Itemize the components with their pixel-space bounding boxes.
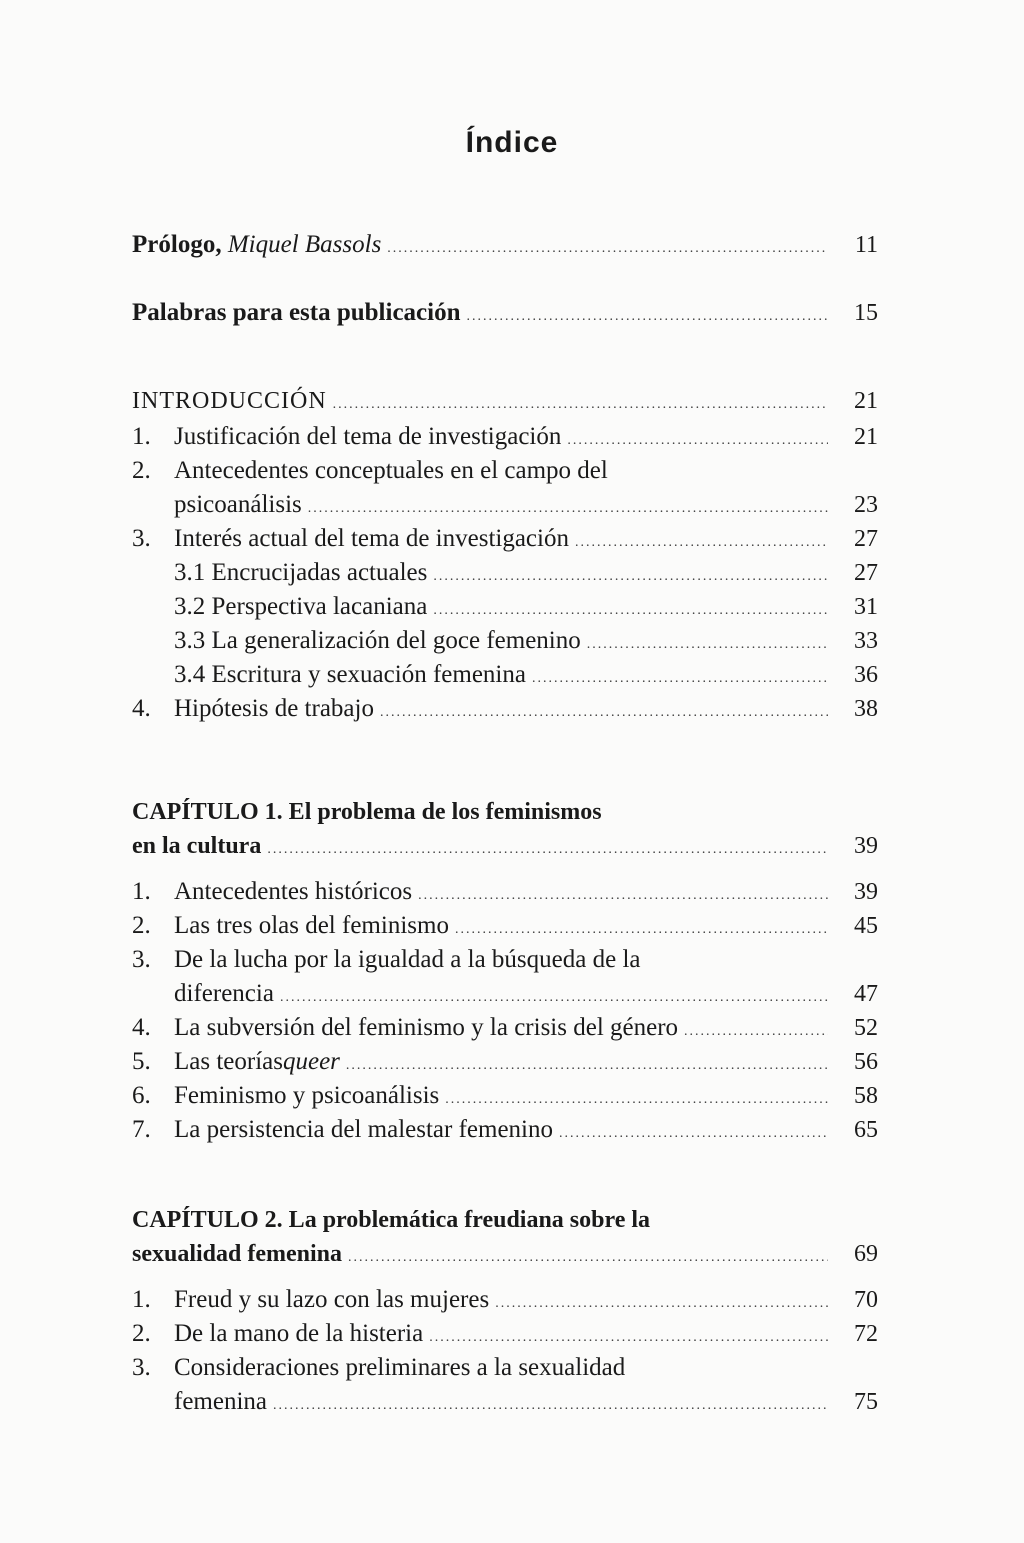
section-heading (132, 1203, 878, 1237)
leader-dots (280, 981, 828, 1015)
toc-entry-number: 3. (132, 1354, 151, 1381)
section-heading[interactable] (132, 1237, 878, 1271)
toc-entry-label: Antecedentes históricos (174, 878, 413, 905)
toc-entry-label: 3.3 La generalización del goce femenino (174, 627, 581, 654)
toc-entry-label: femenina (174, 1388, 268, 1415)
toc-page-number: 75 (854, 1389, 878, 1415)
toc-page-number: 33 (854, 628, 878, 654)
toc-entry[interactable] (132, 1317, 878, 1351)
toc-entry[interactable] (132, 1011, 878, 1045)
toc-page-number: 36 (854, 662, 878, 688)
toc-entry-number: 4. (132, 1014, 151, 1041)
leader-dots (495, 1287, 828, 1321)
toc-entry[interactable] (132, 590, 878, 624)
section-heading (132, 795, 878, 829)
toc-entry-label: La persistencia del malestar femenino (174, 1116, 554, 1143)
toc-entry-number: 7. (132, 1116, 151, 1143)
prologue-author: Miquel Bassols (227, 231, 382, 258)
leader-dots (567, 424, 828, 458)
leader-dots (308, 492, 828, 526)
toc-entry-number: 2. (132, 457, 151, 484)
leader-dots (559, 1117, 828, 1151)
toc-page-number: 45 (854, 913, 878, 939)
toc-entry-label: Antecedentes conceptuales en el campo del (174, 457, 608, 484)
toc-page-number: 47 (854, 981, 878, 1007)
toc-entry[interactable] (132, 556, 878, 590)
toc-entry-number: 2. (132, 912, 151, 939)
leader-dots (684, 1015, 828, 1049)
toc-entry-number: 6. (132, 1082, 151, 1109)
toc-page-number: 11 (854, 232, 878, 258)
toc-page-number: 69 (854, 1241, 878, 1267)
section-heading-label: en la cultura (132, 833, 262, 859)
toc-entry-label: Las tres olas del feminismo (174, 912, 449, 939)
toc-entry[interactable] (132, 977, 878, 1011)
leader-dots (587, 628, 828, 662)
section-heading-label: CAPÍTULO 1. El problema de los feminismos (132, 799, 602, 825)
toc-entry[interactable] (132, 1113, 878, 1147)
toc-entry[interactable] (132, 420, 878, 454)
toc-entry-number: 2. (132, 1320, 151, 1347)
toc-entry[interactable] (132, 1351, 878, 1385)
toc-entry-number: 1. (132, 1286, 151, 1313)
toc-entry-label-italic: queer (282, 1048, 340, 1075)
toc-page-number: 70 (854, 1287, 878, 1313)
toc-entry[interactable] (132, 522, 878, 556)
toc-entry-number: 3. (132, 946, 151, 973)
toc-entry-label: psicoanálisis (174, 491, 302, 518)
leader-dots (445, 1083, 828, 1117)
toc-entry-label: De la lucha por la igualdad a la búsqueda de la (174, 946, 641, 973)
leader-dots (348, 1241, 828, 1275)
page-title: Índice (465, 126, 559, 159)
leader-dots (467, 300, 829, 334)
toc-entry-label: Interés actual del tema de investigación (174, 525, 569, 552)
toc-entry-label: Justificación del tema de investigación (174, 423, 562, 450)
toc-entry-prologue[interactable] (132, 228, 878, 262)
section-heading-label: sexualidad femenina (132, 1241, 343, 1267)
toc-entry-label: 3.4 Escritura y sexuación femenina (174, 661, 526, 688)
toc-page-number: 58 (854, 1083, 878, 1109)
toc-entry-label: La subversión del feminismo y la crisis del género (174, 1014, 679, 1041)
leader-dots (433, 560, 828, 594)
toc-entry-palabras[interactable] (132, 296, 878, 330)
toc-entry[interactable] (132, 658, 878, 692)
toc-entry-number: 1. (132, 423, 151, 450)
leader-dots (575, 526, 828, 560)
toc-page-number: 21 (854, 388, 878, 414)
toc-entry[interactable] (132, 692, 878, 726)
toc-page-number: 52 (854, 1015, 878, 1041)
toc-page-number: 38 (854, 696, 878, 722)
toc-page-number: 72 (854, 1321, 878, 1347)
toc-entry[interactable] (132, 875, 878, 909)
toc-entry-number: 4. (132, 695, 151, 722)
prologue-label: Prólogo, (132, 231, 228, 258)
toc-entry[interactable] (132, 909, 878, 943)
toc-page-number: 31 (854, 594, 878, 620)
section-heading-label: CAPÍTULO 2. La problemática freudiana sobre la (132, 1207, 651, 1233)
toc-entry-label: 3.1 Encrucijadas actuales (174, 559, 428, 586)
toc-entry-label (132, 228, 381, 262)
leader-dots (387, 232, 828, 266)
section-heading[interactable] (132, 829, 878, 863)
toc-entry-label: Freud y su lazo con las mujeres (174, 1286, 490, 1313)
toc-page-number: 56 (854, 1049, 878, 1075)
leader-dots (532, 662, 828, 696)
toc-page-number: 15 (854, 300, 878, 326)
toc-page-number: 23 (854, 492, 878, 518)
leader-dots (380, 696, 828, 730)
toc-entry-label: Palabras para esta publicación (132, 299, 461, 326)
toc-entry[interactable] (132, 454, 878, 488)
toc-page-number: 39 (854, 879, 878, 905)
toc-entry-label: Consideraciones preliminares a la sexualidad (174, 1354, 626, 1381)
section-heading[interactable] (132, 384, 878, 418)
toc-entry-number: 1. (132, 878, 151, 905)
toc-entry[interactable] (132, 624, 878, 658)
toc-page-number: 27 (854, 526, 878, 552)
toc-entry-label: De la mano de la histeria (174, 1320, 424, 1347)
toc-page-number: 27 (854, 560, 878, 586)
leader-dots (433, 594, 828, 628)
toc-entry[interactable] (132, 1283, 878, 1317)
toc-page-number: 65 (854, 1117, 878, 1143)
toc-entry-number: 3. (132, 525, 151, 552)
toc-entry[interactable] (132, 1385, 878, 1419)
leader-dots (346, 1049, 828, 1083)
toc-entry-label: Las teorías (174, 1048, 283, 1075)
toc-entry[interactable] (132, 488, 878, 522)
toc-entry-label: 3.2 Perspectiva lacaniana (174, 593, 428, 620)
leader-dots (429, 1321, 828, 1355)
leader-dots (333, 388, 828, 422)
leader-dots (455, 913, 828, 947)
leader-dots (267, 833, 828, 867)
toc-entry-label: diferencia (174, 980, 274, 1007)
toc-entry-label: Hipótesis de trabajo (174, 695, 374, 722)
leader-dots (418, 879, 828, 913)
toc-entry[interactable] (132, 1045, 878, 1079)
toc-entry[interactable] (132, 943, 878, 977)
toc-entry-label: Feminismo y psicoanálisis (174, 1082, 440, 1109)
toc-entry-number: 5. (132, 1048, 151, 1075)
leader-dots (273, 1389, 828, 1423)
toc-page-number: 39 (854, 833, 878, 859)
toc-entry[interactable] (132, 1079, 878, 1113)
section-heading-label: INTRODUCCIÓN (132, 388, 327, 414)
toc-page-number: 21 (854, 424, 878, 450)
